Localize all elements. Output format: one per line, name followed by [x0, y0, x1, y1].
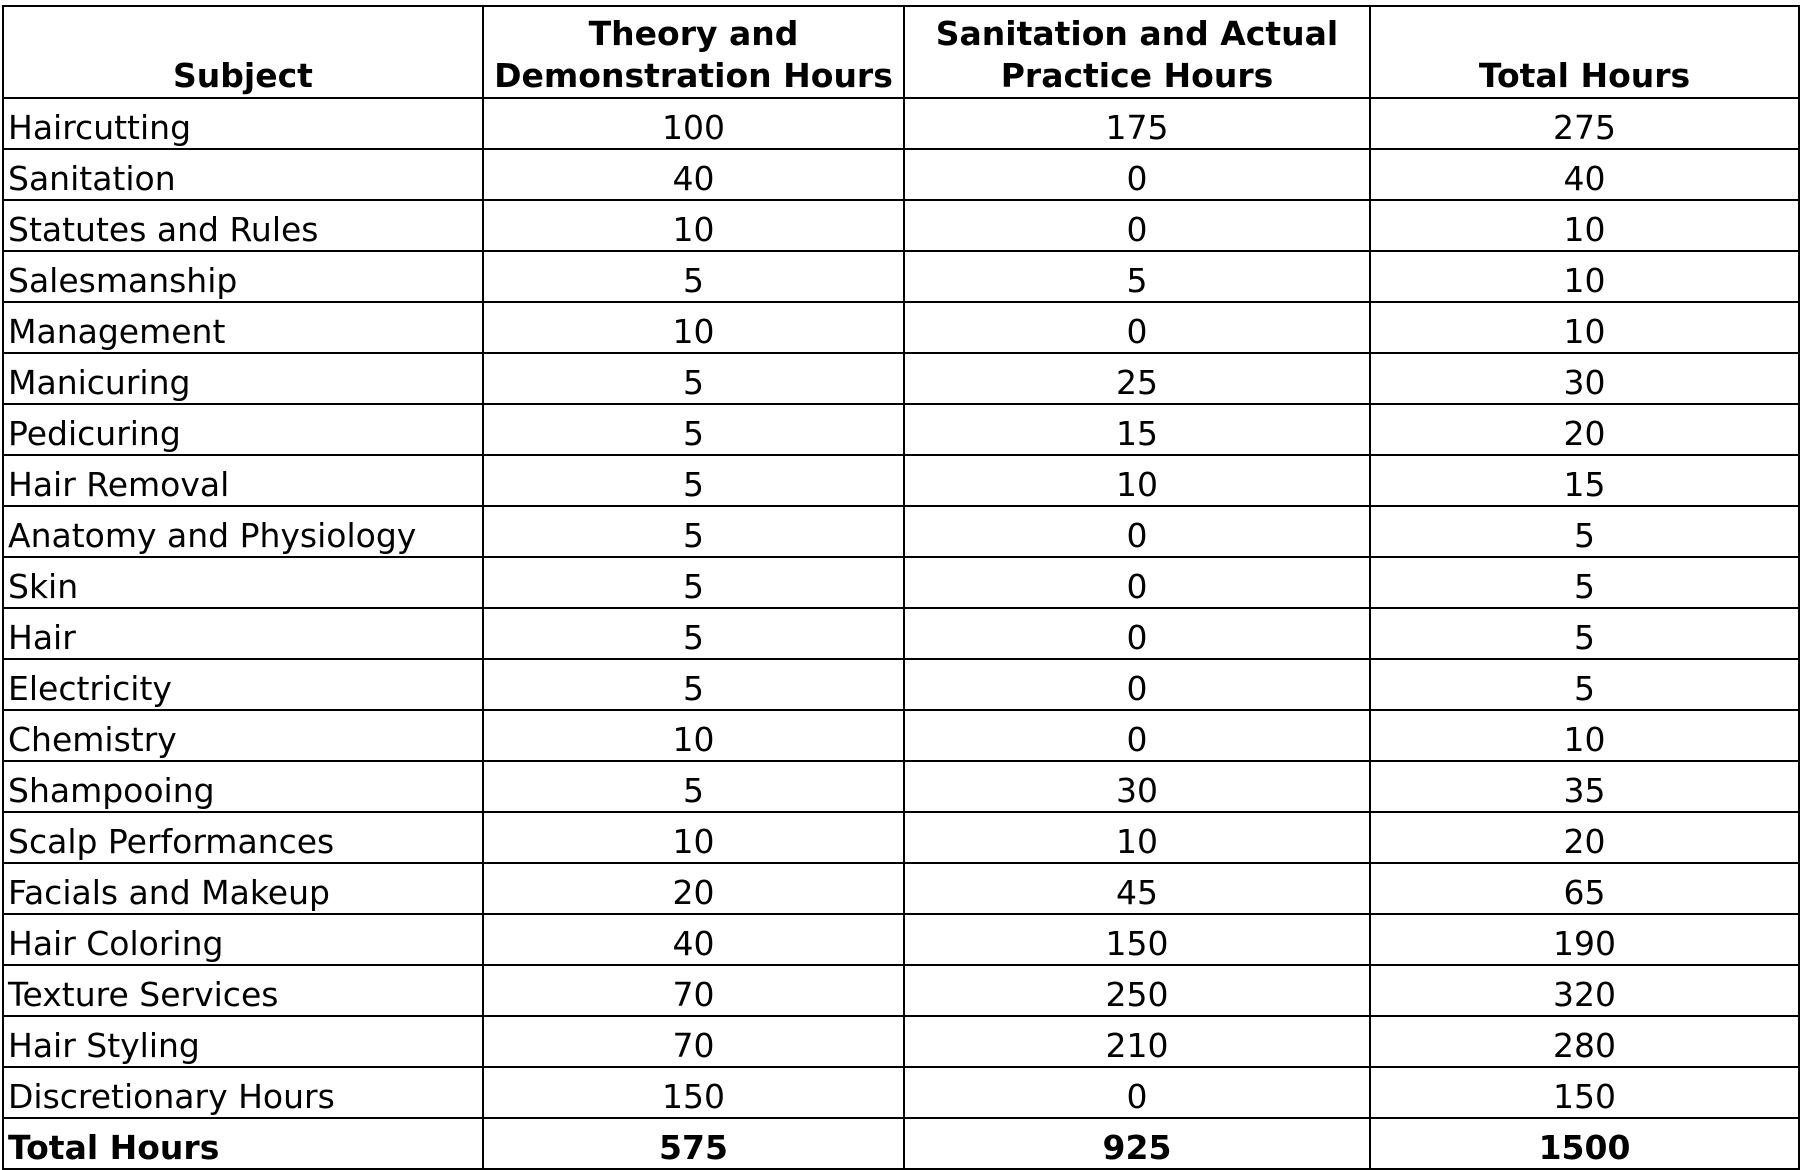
cell-theory-hours: 5	[483, 404, 904, 455]
cell-total-hours: 10	[1370, 710, 1799, 761]
cell-theory-hours: 5	[483, 608, 904, 659]
cell-practice-hours: 10	[904, 812, 1370, 863]
table-row	[3, 1016, 1799, 1067]
table-row	[3, 863, 1799, 914]
curriculum-hours-table	[2, 5, 1800, 1170]
header-theory-line2: Demonstration Hours	[494, 56, 893, 95]
cell-subject: Manicuring	[3, 353, 483, 404]
cell-theory-hours: 70	[483, 965, 904, 1016]
cell-theory-hours: 10	[483, 200, 904, 251]
cell-practice-hours: 0	[904, 1067, 1370, 1118]
table-row	[3, 353, 1799, 404]
cell-total-hours: 10	[1370, 302, 1799, 353]
table-row	[3, 557, 1799, 608]
cell-practice-hours: 150	[904, 914, 1370, 965]
cell-theory-hours: 5	[483, 659, 904, 710]
totals-practice-hours: 925	[904, 1118, 1370, 1169]
cell-practice-hours: 25	[904, 353, 1370, 404]
cell-total-hours: 150	[1370, 1067, 1799, 1118]
cell-total-hours: 275	[1370, 98, 1799, 149]
cell-subject: Facials and Makeup	[3, 863, 483, 914]
table-row	[3, 251, 1799, 302]
cell-total-hours: 5	[1370, 506, 1799, 557]
cell-theory-hours: 10	[483, 710, 904, 761]
cell-practice-hours: 0	[904, 557, 1370, 608]
cell-theory-hours: 70	[483, 1016, 904, 1067]
cell-practice-hours: 0	[904, 302, 1370, 353]
table-row	[3, 710, 1799, 761]
table-header	[3, 6, 1799, 98]
cell-theory-hours: 5	[483, 455, 904, 506]
cell-subject: Management	[3, 302, 483, 353]
totals-label: Total Hours	[3, 1118, 483, 1169]
cell-subject: Scalp Performances	[3, 812, 483, 863]
cell-subject: Hair	[3, 608, 483, 659]
cell-total-hours: 30	[1370, 353, 1799, 404]
table-row	[3, 404, 1799, 455]
cell-total-hours: 15	[1370, 455, 1799, 506]
cell-practice-hours: 0	[904, 200, 1370, 251]
totals-total-hours: 1500	[1370, 1118, 1799, 1169]
cell-total-hours: 280	[1370, 1016, 1799, 1067]
cell-theory-hours: 5	[483, 353, 904, 404]
table-row	[3, 812, 1799, 863]
cell-practice-hours: 5	[904, 251, 1370, 302]
table-row	[3, 98, 1799, 149]
header-theory-hours	[483, 6, 904, 98]
cell-total-hours: 40	[1370, 149, 1799, 200]
cell-subject: Anatomy and Physiology	[3, 506, 483, 557]
header-row	[3, 6, 1799, 98]
cell-total-hours: 5	[1370, 659, 1799, 710]
table-row	[3, 965, 1799, 1016]
header-total-hours	[1370, 6, 1799, 98]
totals-theory-hours: 575	[483, 1118, 904, 1169]
cell-subject: Hair Styling	[3, 1016, 483, 1067]
cell-subject: Hair Coloring	[3, 914, 483, 965]
cell-practice-hours: 250	[904, 965, 1370, 1016]
table-body	[3, 98, 1799, 1169]
cell-subject: Discretionary Hours	[3, 1067, 483, 1118]
cell-subject: Pedicuring	[3, 404, 483, 455]
cell-practice-hours: 15	[904, 404, 1370, 455]
header-practice-hours	[904, 6, 1370, 98]
header-theory-line1: Theory and	[588, 14, 799, 53]
cell-total-hours: 20	[1370, 812, 1799, 863]
header-practice-line2: Practice Hours	[1000, 56, 1274, 95]
cell-practice-hours: 45	[904, 863, 1370, 914]
cell-total-hours: 5	[1370, 557, 1799, 608]
cell-practice-hours: 175	[904, 98, 1370, 149]
table-row	[3, 608, 1799, 659]
cell-subject: Shampooing	[3, 761, 483, 812]
cell-theory-hours: 5	[483, 506, 904, 557]
table-row	[3, 200, 1799, 251]
table-row	[3, 761, 1799, 812]
cell-theory-hours: 10	[483, 812, 904, 863]
cell-theory-hours: 20	[483, 863, 904, 914]
cell-subject: Salesmanship	[3, 251, 483, 302]
cell-practice-hours: 0	[904, 710, 1370, 761]
table-row	[3, 1067, 1799, 1118]
cell-practice-hours: 0	[904, 149, 1370, 200]
cell-total-hours: 20	[1370, 404, 1799, 455]
cell-theory-hours: 5	[483, 251, 904, 302]
cell-theory-hours: 40	[483, 149, 904, 200]
cell-subject: Electricity	[3, 659, 483, 710]
cell-practice-hours: 0	[904, 608, 1370, 659]
table-row	[3, 659, 1799, 710]
header-total-label: Total Hours	[1478, 56, 1691, 95]
header-subject-label: Subject	[173, 56, 313, 95]
table-row	[3, 302, 1799, 353]
cell-subject: Hair Removal	[3, 455, 483, 506]
cell-subject: Chemistry	[3, 710, 483, 761]
cell-theory-hours: 5	[483, 557, 904, 608]
cell-theory-hours: 100	[483, 98, 904, 149]
cell-total-hours: 320	[1370, 965, 1799, 1016]
cell-subject: Texture Services	[3, 965, 483, 1016]
cell-theory-hours: 10	[483, 302, 904, 353]
cell-total-hours: 5	[1370, 608, 1799, 659]
cell-total-hours: 10	[1370, 251, 1799, 302]
cell-subject: Statutes and Rules	[3, 200, 483, 251]
cell-theory-hours: 5	[483, 761, 904, 812]
totals-row	[3, 1118, 1799, 1169]
table-row	[3, 914, 1799, 965]
cell-practice-hours: 210	[904, 1016, 1370, 1067]
header-practice-line1: Sanitation and Actual	[935, 14, 1339, 53]
cell-total-hours: 35	[1370, 761, 1799, 812]
table-row	[3, 149, 1799, 200]
table-row	[3, 506, 1799, 557]
cell-total-hours: 190	[1370, 914, 1799, 965]
cell-subject: Skin	[3, 557, 483, 608]
header-subject	[3, 6, 483, 98]
table-row	[3, 455, 1799, 506]
cell-practice-hours: 0	[904, 659, 1370, 710]
cell-practice-hours: 10	[904, 455, 1370, 506]
cell-subject: Sanitation	[3, 149, 483, 200]
cell-subject: Haircutting	[3, 98, 483, 149]
cell-practice-hours: 0	[904, 506, 1370, 557]
cell-theory-hours: 40	[483, 914, 904, 965]
cell-practice-hours: 30	[904, 761, 1370, 812]
cell-theory-hours: 150	[483, 1067, 904, 1118]
cell-total-hours: 65	[1370, 863, 1799, 914]
cell-total-hours: 10	[1370, 200, 1799, 251]
